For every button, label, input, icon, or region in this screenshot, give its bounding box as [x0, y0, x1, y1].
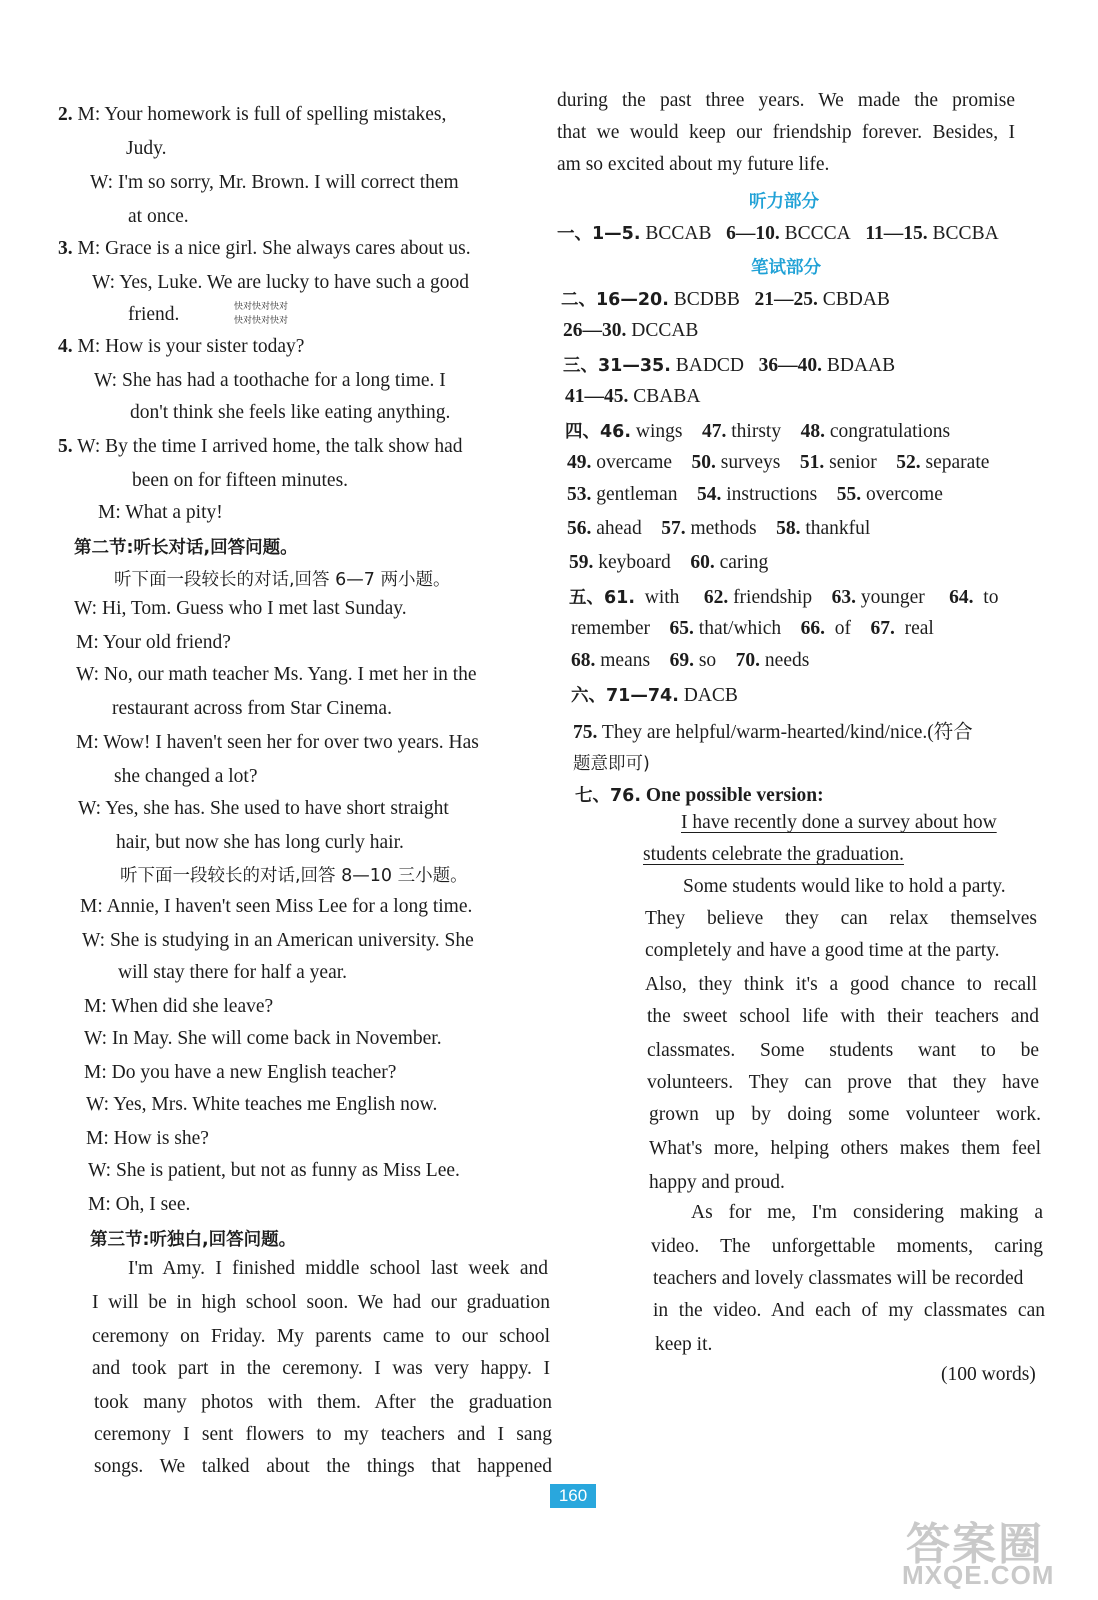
dialogue-4-w [94, 370, 446, 392]
word-count: (100 words) [941, 1364, 1036, 1385]
essay-line: video. The unforgettable moments, caring [651, 1236, 1043, 1257]
answer-value: thankful [805, 518, 871, 539]
essay-line: teachers and lovely classmates will be recorded [653, 1268, 1024, 1289]
answer-row-part-4 [565, 418, 950, 443]
answer-label: 62. [703, 587, 729, 608]
answer-label: 54. [696, 484, 722, 505]
page-number: 160 [550, 1484, 596, 1508]
line-text: Grace is a nice girl. She always cares about us. [105, 238, 471, 259]
answer-label: 66. [800, 618, 825, 639]
answer-label: 56. [567, 518, 592, 539]
line-text: By the time I arrived home, the talk show had [105, 436, 463, 457]
answer-label: 11—15. [865, 223, 928, 244]
essay-line: completely and have a good time at the party. [645, 940, 1000, 961]
answer-label: 48. [800, 421, 825, 442]
section-3-title: 第三节:听独白,回答问题。 [90, 1230, 297, 1250]
line-text: I'm so sorry, Mr. Brown. I will correct them [117, 172, 459, 193]
answer-label: 49. [567, 452, 592, 473]
speaker: M: [77, 104, 101, 125]
answer-label: 6—10. [726, 223, 780, 244]
essay-line: grown up by doing some volunteer work. [649, 1104, 1041, 1125]
monologue-line: songs. We talked about the things that happened [94, 1456, 552, 1477]
conversation-1-line [76, 664, 477, 686]
monologue-line: ceremony on Friday. My parents came to our school [92, 1326, 550, 1347]
line-text: she changed a lot? [114, 766, 258, 787]
answer-row-part-6 [571, 682, 738, 707]
answer-label: 59. [569, 552, 594, 573]
speaker: M: [88, 1194, 111, 1215]
dialogue-3-w [92, 272, 469, 294]
answer-value: of [834, 618, 851, 639]
answer-value: overcome [865, 484, 943, 505]
speaker: M: [84, 1062, 107, 1083]
line-text: friend. [128, 304, 180, 325]
answer-label: 57. [661, 518, 686, 539]
answer-value: BCCBA [932, 223, 999, 244]
speaker: M: [86, 1128, 109, 1149]
line-text: Wow! I haven't seen her for over two years. Has [103, 732, 479, 753]
line-text: will stay there for half a year. [118, 962, 348, 983]
line-text: Yes, Mrs. White teaches me English now. [113, 1094, 438, 1115]
item-number: 3. [58, 238, 73, 259]
essay-line: volunteers. They can prove that they have [647, 1072, 1039, 1093]
written-section-header: 笔试部分 [751, 258, 821, 278]
speaker: M: [80, 896, 103, 917]
line-text: Yes, she has. She used to have short straight [105, 798, 449, 819]
speaker: W: [82, 930, 106, 951]
conversation-2-line [88, 1160, 460, 1182]
answer-label: 64. [949, 587, 974, 608]
answer-row-part-4 [567, 518, 870, 540]
line-text: Oh, I see. [115, 1194, 191, 1215]
line-text: at once. [128, 206, 189, 227]
answer-label: 一、1—5. [557, 224, 641, 244]
line-text: No, our math teacher Ms. Yang. I met her in the [103, 664, 477, 685]
line-text: Annie, I haven't seen Miss Lee for a long time. [106, 896, 473, 917]
dialogue-3-m [58, 238, 471, 260]
monologue-line: took many photos with them. After the graduation [94, 1392, 552, 1413]
answer-value: DACB [683, 685, 738, 706]
answer-row-part-1 [557, 220, 999, 245]
section-2-title: 第二节:听长对话,回答问题。 [74, 538, 298, 558]
stamp-text: 快对快对快对 [234, 316, 289, 326]
answer-value: They are helpful/warm-hearted/kind/nice.(符合 [601, 722, 973, 743]
conversation-1-line [74, 598, 407, 620]
answer-label: 70. [735, 650, 761, 671]
line-text: She is patient, but not as funny as Miss Lee. [115, 1160, 460, 1181]
speaker: W: [76, 664, 100, 685]
essay-intro: One possible version: [645, 785, 824, 806]
dialogue-2-m [58, 104, 446, 126]
essay-line: classmates. Some students want to be [647, 1040, 1039, 1061]
answer-row-part-2b [563, 320, 698, 342]
answer-row-part-5 [571, 618, 934, 640]
conversation-2-line [84, 996, 273, 1018]
conversation-2-line [86, 1094, 437, 1116]
answer-value: friendship [733, 587, 813, 608]
answer-value: real [904, 618, 934, 639]
answer-value: that/which [698, 618, 782, 639]
answer-label: 75. [573, 722, 598, 743]
dialogue-5-w [58, 436, 463, 458]
answer-value: instructions [726, 484, 818, 505]
speaker: M: [76, 632, 99, 653]
line-text: Hi, Tom. Guess who I met last Sunday. [101, 598, 407, 619]
speaker: W: [92, 272, 116, 293]
conversation-2-line [84, 1062, 396, 1084]
answer-value: congratulations [829, 421, 951, 442]
speaker: M: [77, 238, 101, 259]
answer-value: to [983, 587, 999, 608]
line-text: been on for fifteen minutes. [132, 470, 349, 491]
essay-line: the sweet school life with their teachers and [647, 1006, 1039, 1027]
line-text: Judy. [126, 138, 167, 159]
answer-label: 36—40. [758, 355, 822, 376]
answer-value: DCCAB [631, 320, 699, 341]
answer-label: 50. [691, 452, 716, 473]
monologue-line: during the past three years. We made the promise [557, 90, 1015, 111]
item-number: 4. [58, 336, 73, 357]
answer-value: gentleman [596, 484, 678, 505]
conversation-1-line [78, 798, 449, 820]
line-text: Do you have a new English teacher? [111, 1062, 397, 1083]
answer-label: 41—45. [565, 386, 629, 407]
speaker: W: [74, 598, 98, 619]
monologue-line: I'm Amy. I finished middle school last week and [128, 1258, 548, 1279]
answer-value: keyboard [598, 552, 671, 573]
answer-value: BCDBB [673, 289, 740, 310]
answer-label: 68. [571, 650, 596, 671]
answer-note: 题意即可) [573, 754, 650, 774]
speaker: W: [77, 436, 101, 457]
answer-value: BCCAB [645, 223, 712, 244]
answer-value: CBABA [633, 386, 701, 407]
answer-row-part-4 [567, 484, 943, 506]
answer-label: 63. [831, 587, 857, 608]
answer-value: senior [829, 452, 877, 473]
essay-line: keep it. [655, 1334, 713, 1355]
dialogue-5-m [98, 502, 223, 524]
answer-label: 三、31—35. [563, 356, 671, 376]
speaker: M: [84, 996, 107, 1017]
speaker: M: [98, 502, 121, 523]
answer-value: ahead [596, 518, 642, 539]
answer-row-part-7 [575, 782, 824, 807]
answer-value: BADCD [675, 355, 744, 376]
speaker: W: [88, 1160, 112, 1181]
answer-row-part-3b [565, 386, 700, 408]
essay-underlined-line: I have recently done a survey about how [681, 812, 997, 833]
answer-row-part-5 [571, 650, 809, 672]
line-text: Yes, Luke. We are lucky to have such a good [119, 272, 469, 293]
speaker: W: [90, 172, 114, 193]
answer-label: 53. [567, 484, 592, 505]
answer-label: 五、61. [569, 588, 636, 608]
stamp-text: 快对快对快对 [234, 302, 289, 312]
answer-value: caring [719, 552, 769, 573]
monologue-line: and took part in the ceremony. I was very happy. I [92, 1358, 550, 1379]
dialogue-4-m [58, 336, 304, 358]
speaker: W: [78, 798, 102, 819]
line-text: She is studying in an American university. She [109, 930, 474, 951]
item-number: 2. [58, 104, 73, 125]
line-text: When did she leave? [111, 996, 274, 1017]
answer-label: 26—30. [563, 320, 627, 341]
answer-label: 60. [690, 552, 715, 573]
line-text: hair, but now she has long curly hair. [116, 832, 404, 853]
essay-line: in the video. And each of my classmates can [653, 1300, 1045, 1321]
monologue-line: am so excited about my future life. [557, 154, 830, 175]
conversation-2-line [80, 896, 472, 918]
essay-line: Also, they think it's a good chance to recall [645, 974, 1037, 995]
essay-underlined-line: students celebrate the graduation. [643, 844, 904, 865]
dialogue-2-w [90, 172, 459, 194]
essay-line: What's more, helping others makes them feel [649, 1138, 1041, 1159]
conversation-2-line [88, 1194, 190, 1216]
answer-value: methods [690, 518, 757, 539]
listening-section-header: 听力部分 [749, 192, 819, 212]
speaker: M: [76, 732, 99, 753]
answer-row-part-2 [561, 286, 890, 311]
answer-value: separate [925, 452, 990, 473]
answer-value: remember [571, 618, 651, 639]
answer-value: so [698, 650, 717, 671]
conversation-1-line [76, 732, 479, 754]
answer-label: 58. [776, 518, 801, 539]
essay-line: Some students would like to hold a party. [683, 876, 1006, 897]
answer-label: 52. [896, 452, 921, 473]
answer-value: needs [764, 650, 810, 671]
answer-label: 69. [669, 650, 694, 671]
answer-label: 四、46. [565, 422, 632, 442]
answer-label: 55. [836, 484, 862, 505]
answer-label: 51. [799, 452, 825, 473]
line-text: How is your sister today? [105, 336, 305, 357]
monologue-line: I will be in high school soon. We had our graduation [92, 1292, 550, 1313]
answer-value: BCCCA [784, 223, 851, 244]
answer-value: wings [635, 421, 683, 442]
answer-label: 67. [870, 618, 895, 639]
speaker: W: [84, 1028, 108, 1049]
answer-label: 21—25. [754, 289, 818, 310]
answer-row-part-4 [567, 452, 989, 474]
speaker: M: [77, 336, 101, 357]
line-text: Your old friend? [102, 632, 231, 653]
monologue-line: ceremony I sent flowers to my teachers and I sang [94, 1424, 552, 1445]
line-text: What a pity! [125, 502, 223, 523]
line-text: restaurant across from Star Cinema. [112, 698, 392, 719]
line-text: She has had a toothache for a long time. I [121, 370, 446, 391]
answer-value: means [600, 650, 651, 671]
answer-value: overcame [596, 452, 673, 473]
answer-label: 65. [669, 618, 694, 639]
watermark-url: MXQE.COM [902, 1560, 1055, 1590]
answer-row-part-5 [569, 584, 998, 609]
line-text: Your homework is full of spelling mistakes, [104, 104, 447, 125]
item-number: 5. [58, 436, 73, 457]
speaker: W: [94, 370, 118, 391]
conversation-2-line [86, 1128, 209, 1150]
conversation-2-line [84, 1028, 442, 1050]
essay-line: happy and proud. [649, 1172, 785, 1193]
essay-line: As for me, I'm considering making a [691, 1202, 1043, 1223]
answer-value: surveys [720, 452, 781, 473]
answer-row-part-4 [569, 552, 768, 574]
answer-value: BDAAB [826, 355, 896, 376]
watermark-logo: 答案圈 [906, 1520, 1044, 1569]
watermark [900, 1508, 1055, 1594]
answer-label: 二、16—20. [561, 290, 669, 310]
conversation-2-line [82, 930, 474, 952]
answer-value: thirsty [731, 421, 782, 442]
answer-label: 七、76. [575, 786, 642, 806]
section-2-intro-2: 听下面一段较长的对话,回答 8—10 三小题。 [120, 866, 468, 886]
essay-line: They believe they can relax themselves [645, 908, 1037, 929]
answer-value: younger [860, 587, 925, 608]
section-2-intro-1: 听下面一段较长的对话,回答 6—7 两小题。 [114, 570, 451, 590]
line-text: don't think she feels like eating anything. [130, 402, 451, 423]
speaker: W: [86, 1094, 110, 1115]
answer-label: 六、71—74. [571, 686, 679, 706]
answer-label: 47. [701, 421, 727, 442]
answer-row-part-3 [563, 352, 895, 377]
monologue-line: that we would keep our friendship forever. Besides, I [557, 122, 1015, 143]
answer-row-75 [573, 716, 973, 744]
answer-value: with [644, 587, 680, 608]
answer-value: CBDAB [822, 289, 890, 310]
line-text: How is she? [113, 1128, 209, 1149]
conversation-1-line [76, 632, 231, 654]
line-text: In May. She will come back in November. [111, 1028, 442, 1049]
